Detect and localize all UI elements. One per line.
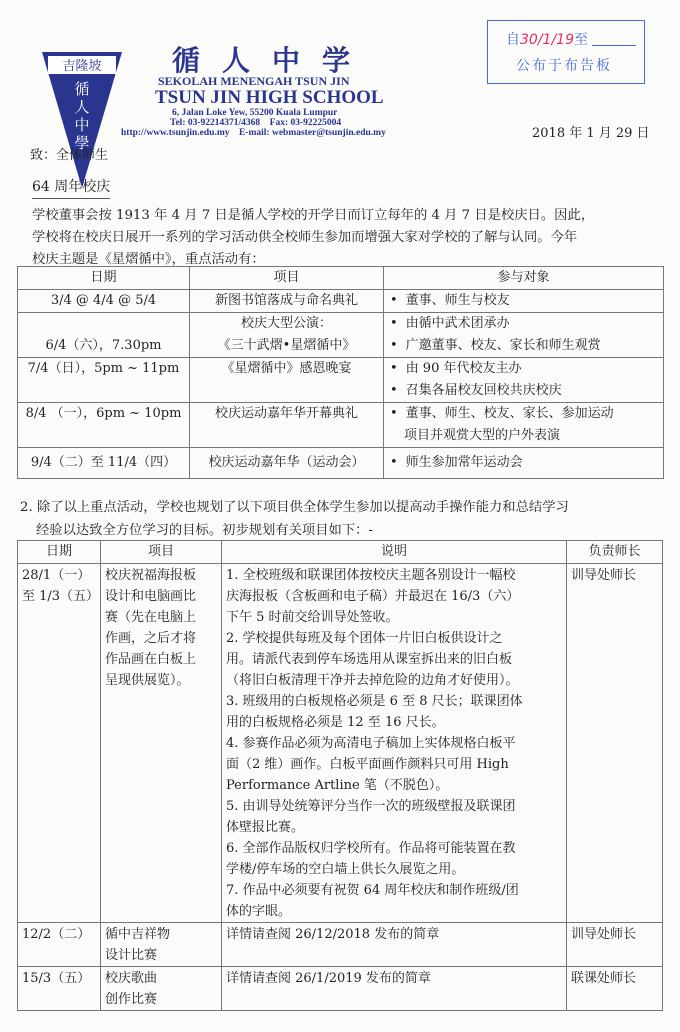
column-header: 项目 xyxy=(101,541,222,564)
description-line: 下午 5 时前交给训导处签收。 xyxy=(226,610,399,625)
svg-text:學: 學 xyxy=(74,134,90,152)
stamp-text: 公布于布告板 xyxy=(516,58,612,74)
intro-line: 学校将在校庆日展开一系列的学习活动供全校师生参加而增强大家对学校的了解与认同。今年 xyxy=(32,230,578,245)
heading: 64 周年校庆 xyxy=(32,176,110,199)
description-line: 用的白板规格必须是 12 至 16 尺长。 xyxy=(226,715,445,730)
description-cell xyxy=(222,923,567,967)
participant-item: • 董事、师生与校友 xyxy=(390,290,659,312)
item-line: 设计和电脑画比 xyxy=(105,589,197,604)
item-line: 赛（先在电脑上 xyxy=(105,610,197,625)
description-line: 体壁报比赛。 xyxy=(226,820,305,835)
participants-cell xyxy=(384,290,664,313)
description-line: 2. 学校提供每班及每个团体一片旧白板供设计之 xyxy=(226,631,503,646)
description-line: 庆海报板（含板画和电子稿）并最迟在 16/3（六） xyxy=(226,589,520,604)
school-web-email: http://www.tsunjin.edu.my E-mail: webmaster@tsunjin.edu.my xyxy=(121,128,386,138)
description-line: 1. 全校班级和联课团体按校庆主题各别设计一幅校 xyxy=(226,568,516,583)
key-activities-table xyxy=(17,266,664,479)
description-line: 学楼/停车场的空白墙上供长久展览之用。 xyxy=(226,862,465,877)
column-header: 负责师长 xyxy=(567,541,663,564)
item-line: 校庆歌曲 xyxy=(105,971,158,986)
description-line: 7. 作品中必须要有祝贺 64 周年校庆和制作班级/团 xyxy=(226,883,519,898)
intro-line: 校庆主题是《星熠循中》，重点活动有： xyxy=(32,252,265,267)
intro-line: 学校董事会按 1913 年 4 月 7 日是循人学校的开学日而订立每年的 4 月 7 日是校庆日。因此， xyxy=(32,208,595,223)
svg-text:人: 人 xyxy=(74,98,90,116)
letter-date: 2018 年 1 月 29 日 xyxy=(532,126,650,141)
table-row xyxy=(18,923,663,967)
item-line: 呈现供展览）。 xyxy=(105,673,190,688)
table-row xyxy=(18,967,663,1011)
description-line: 用。请派代表到停车场选用从课室拆出来的旧白板 xyxy=(226,652,513,667)
item-line: 循中吉祥物 xyxy=(105,927,171,942)
date-line: 28/1（一） xyxy=(22,568,91,583)
column-header: 项目 xyxy=(190,267,384,290)
recipient: 致：全体师生 xyxy=(30,148,109,163)
table-header-row xyxy=(18,541,663,564)
description-cell xyxy=(222,564,567,923)
posting-stamp xyxy=(487,20,645,84)
stamp-handwritten-date: 30/1/19 xyxy=(520,32,574,48)
column-header: 日期 xyxy=(18,541,101,564)
item-cell: 《星熠循中》感恩晚宴 xyxy=(190,358,384,403)
description-line: 3. 班级用的白板规格必须是 6 至 8 尺长；联课团体 xyxy=(226,694,523,709)
item-cell xyxy=(101,564,222,923)
item-cell xyxy=(101,967,222,1011)
date-cell: 8/4 （一），6pm ~ 10pm xyxy=(18,403,190,448)
column-header: 日期 xyxy=(18,267,190,290)
participants-cell xyxy=(384,358,664,403)
table-row xyxy=(18,403,664,448)
participant-item-continued: 项目并观赏大型的户外表演 xyxy=(404,428,561,443)
description-line: 4. 参赛作品必须为高清电子稿加上实体规格白板平 xyxy=(226,736,516,751)
participants-cell xyxy=(384,448,664,479)
description-line: 面（2 维）画作。白板平面画作颜料只可用 High xyxy=(226,757,509,772)
stamp-to-label: 至 xyxy=(573,32,588,48)
date-cell: 9/4（二）至 11/4（四） xyxy=(18,448,190,479)
item-line: 校庆祝福海报板 xyxy=(105,568,197,583)
description-line: 详情请查阅 26/12/2018 发布的简章 xyxy=(226,927,440,942)
other-activities-table xyxy=(17,540,663,1011)
section2-line: 经验以达致全方位学习的目标。初步规划有关项目如下：- xyxy=(36,523,373,538)
participant-item: • 由 90 年代校友主办 xyxy=(390,358,659,380)
svg-text:循: 循 xyxy=(74,80,90,98)
item-cell xyxy=(190,313,384,358)
table-row xyxy=(18,358,664,403)
stamp-blank-line xyxy=(592,31,636,46)
description-line: 5. 由训导处统筹评分当作一次的班级壁报及联课团 xyxy=(226,799,516,814)
participant-item: • 由循中武术团承办 xyxy=(390,313,659,335)
item-line: 作画，之后才将 xyxy=(105,631,197,646)
item-cell: 校庆运动嘉年华（运动会） xyxy=(190,448,384,479)
svg-text:吉隆坡: 吉隆坡 xyxy=(62,59,102,74)
teacher-cell: 训导处师长 xyxy=(567,923,663,967)
participant-item: • 师生参加常年运动会 xyxy=(390,448,659,478)
svg-text:中: 中 xyxy=(74,116,90,134)
stamp-from-label: 自 xyxy=(506,32,520,48)
description-line: 体的字眼。 xyxy=(226,904,292,919)
column-header: 说明 xyxy=(222,541,567,564)
table-header-row xyxy=(18,267,664,290)
date-cell: 3/4 @ 4/4 @ 5/4 xyxy=(18,290,190,313)
teacher-cell: 训导处师长 xyxy=(567,564,663,923)
item-cell xyxy=(101,923,222,967)
item-line: 作品画在白板上 xyxy=(105,652,197,667)
date-line: 至 1/3（五） xyxy=(22,589,100,604)
item-line: 设计比赛 xyxy=(105,948,158,963)
table-row xyxy=(18,313,664,358)
column-header: 参与对象 xyxy=(384,267,664,290)
participants-cell xyxy=(384,313,664,358)
date-line: 15/3（五） xyxy=(22,971,91,986)
date-cell: 6/4（六），7.30pm xyxy=(18,313,190,358)
date-cell xyxy=(18,564,101,923)
school-logo xyxy=(40,50,124,190)
participant-item: • 召集各届校友回校共庆校庆 xyxy=(390,380,659,402)
item-line: 校庆大型公演： xyxy=(240,316,332,331)
date-cell xyxy=(18,923,101,967)
school-name-english: TSUN JIN HIGH SCHOOL xyxy=(155,87,384,108)
date-cell: 7/4（日），5pm ~ 11pm xyxy=(18,358,190,403)
item-cell: 校庆运动嘉年华开幕典礼 xyxy=(190,403,384,448)
description-cell xyxy=(222,967,567,1011)
item-line: 《三十武熠•星熠循中》 xyxy=(217,338,356,353)
table-row xyxy=(18,290,664,313)
school-name-malay: SEKOLAH MENENGAH TSUN JIN xyxy=(158,74,350,88)
school-address: 6, Jalan Loke Yew, 55200 Kuala Lumpur xyxy=(172,108,338,118)
description-line: （将旧白板清理干净并去掉危险的边角才好使用）。 xyxy=(226,673,519,688)
description-line: 6. 全部作品版权归学校所有。作品将可能装置在教 xyxy=(226,841,516,856)
table-row xyxy=(18,564,663,923)
table-row xyxy=(18,448,664,479)
school-name-chinese: 循人中学 xyxy=(172,44,373,77)
date-cell xyxy=(18,967,101,1011)
item-cell: 新图书馆落成与命名典礼 xyxy=(190,290,384,313)
date-line: 12/2（二） xyxy=(22,927,91,942)
description-line: Performance Artline 笔（不脱色）。 xyxy=(226,778,449,793)
participants-cell xyxy=(384,403,664,448)
school-tel-fax: Tel: 03-92214371/4368 Fax: 03-92225004 xyxy=(170,118,342,128)
description-line: 详情请查阅 26/1/2019 发布的简章 xyxy=(226,971,431,986)
item-line: 创作比赛 xyxy=(105,992,158,1007)
section2-line: 2. 除了以上重点活动，学校也规划了以下项目供全体学生参加以提高动手操作能力和总结学习 xyxy=(20,500,569,515)
participant-item: • 广邀董事、校友、家长和师生观赏 xyxy=(390,335,659,357)
teacher-cell: 联课处师长 xyxy=(567,967,663,1011)
participant-item: • 董事、师生、校友、家长、参加运动 xyxy=(390,403,659,425)
